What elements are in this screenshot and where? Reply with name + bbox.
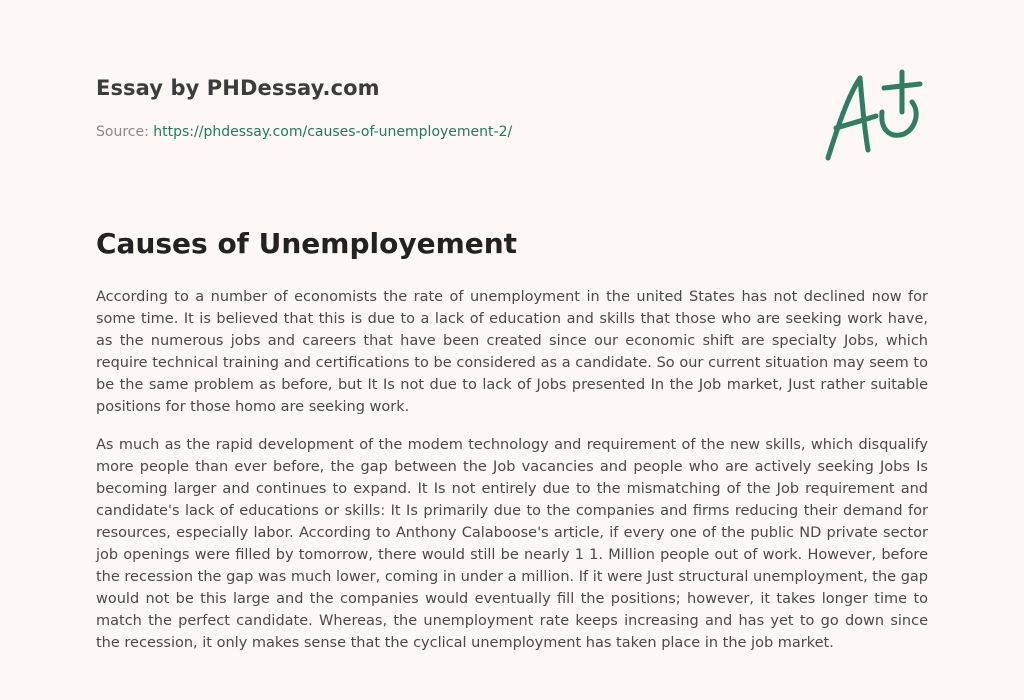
paragraph: As much as the rapid development of the modem technology and requirement of the new skills, which disqualify more people than ever before, the gap between the Job vacancies and people who are actively seeking Jobs Is becoming larger and continues to expand. It Is not entirely due to the mismatching of the Job requirement and candidate's lack of educations or skills: It Is primarily due to the companies and firms reducing their demand for resources, especially labor. According to Anthony Calaboose's article, if every one of the public ND private sector job openings were filled by tomorrow, there would still be nearly 1 1. Million people out of work. However, before the recession the gap was much lower, coming in under a million. If it were Just structural unemployment, the gap would not be this large and the companies would eventually fill the positions; however, it takes longer time to match the perfect candidate. Whereas, the unemployment rate keeps increasing and has yet to go down since the recession, it only makes sense that the cyclical unemployment has taken place in the job market. [96,437,929,651]
source-line [96,124,512,140]
brand-title: Essay by PHDessay.com [96,76,380,100]
a-plus-logo-icon [818,66,928,166]
source-link[interactable]: https://phdessay.com/causes-of-unemployement-2/ [153,124,513,140]
paragraph: According to a number of economists the rate of unemployment in the united States has not declined now for some time. It is believed that this is due to a lack of education and skills that those who are seeking work have, as the numerous jobs and careers that have been created since our economic shift are specialty Jobs, which require technical training and certifications to be considered as a candidate. So our current situation may seem to be the same problem as before, but It Is not due to lack of Jobs presented In the Job market, Just rather suitable positions for those homo are seeking work. [96,289,928,415]
essay-body [96,286,928,670]
essay-title: Causes of Unemployement [96,227,518,260]
source-label: Source: [96,124,149,140]
